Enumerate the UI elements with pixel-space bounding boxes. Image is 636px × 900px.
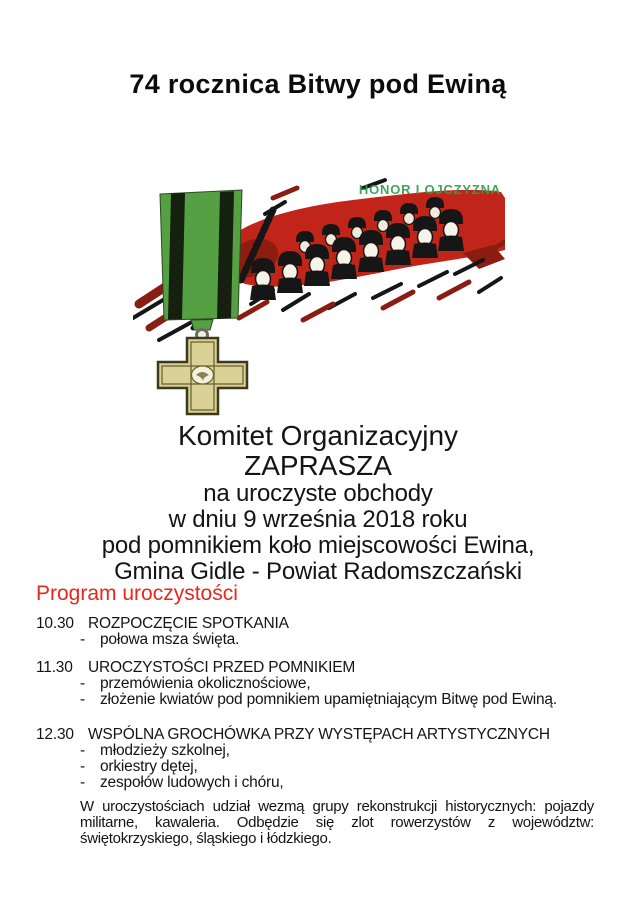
- program-item-detail-text: zespołów ludowych i chóru,: [100, 774, 284, 791]
- bullet-dash: -: [80, 691, 85, 708]
- invitation-line-date: w dniu 9 września 2018 roku: [168, 506, 468, 533]
- program-item-3: [36, 726, 612, 791]
- program-item-detail: [36, 632, 612, 648]
- program-note: W uroczystościach udział wezmą grupy rekonstrukcji historycznych: pojazdy militarne, kawaleria. Odbędzie się zlot rowerzystów z województw: świętokrzyskiego, śląskiego i łódzkiego.: [80, 798, 594, 847]
- medal-ribbon: [160, 190, 242, 341]
- bullet-dash: -: [80, 631, 85, 648]
- invitation-line-district: Gmina Gidle - Powiat Radomszczański: [114, 558, 522, 585]
- bullet-dash: -: [80, 774, 85, 791]
- invitation-line-invites: ZAPRASZA: [244, 450, 392, 481]
- program-item-detail-text: przemówienia okolicznościowe,: [100, 675, 311, 692]
- program-item-detail-text: połowa msza święta.: [100, 631, 240, 648]
- bullet-dash: -: [80, 675, 85, 692]
- program-heading: Program uroczystości: [36, 582, 238, 605]
- partisan-cross-icon: [158, 338, 247, 414]
- program-item-detail: [36, 775, 612, 791]
- program-item-title: ROZPOCZĘCIE SPOTKANIA: [88, 615, 289, 632]
- program-item-detail: [36, 759, 612, 775]
- program-item-time: 11.30: [36, 659, 73, 676]
- program-item-detail: [36, 676, 612, 692]
- program-item-title: UROCZYSTOŚCI PRZED POMNIKIEM: [88, 659, 356, 676]
- program-item-detail-text: złożenie kwiatów pod pomnikiem upamiętniającym Bitwę pod Ewiną.: [100, 691, 557, 708]
- program-item-1: [36, 615, 612, 648]
- invitation-line-committee: Komitet Organizacyjny: [177, 420, 459, 451]
- program-item-2: [36, 659, 612, 708]
- program-item-title: WSPÓLNA GROCHÓWKA PRZY WYSTĘPACH ARTYSTYCZNYCH: [88, 726, 550, 743]
- soldiers-graphic: [222, 180, 505, 320]
- invitation-line-occasion: na uroczyste obchody: [203, 480, 433, 507]
- bullet-dash: -: [80, 758, 85, 775]
- program-item-detail-text: młodzieży szkolnej,: [100, 742, 230, 759]
- program-item-detail: [36, 743, 612, 759]
- program-item-detail: [36, 692, 612, 708]
- program-item-time: 12.30: [36, 726, 74, 743]
- invitation-block: [0, 421, 636, 585]
- page-title: 74 rocznica Bitwy pod Ewiną: [129, 69, 507, 99]
- program-item-detail-text: orkiestry dętej,: [100, 758, 198, 775]
- illustration-caption: HONOR I OJCZYZNA: [358, 182, 501, 197]
- program-item-time: 10.30: [36, 615, 74, 632]
- bullet-dash: -: [80, 742, 85, 759]
- program-schedule: [36, 615, 612, 847]
- invitation-line-place: pod pomnikiem koło miejscowości Ewina,: [101, 532, 535, 559]
- medal-soldiers-image: [133, 158, 505, 416]
